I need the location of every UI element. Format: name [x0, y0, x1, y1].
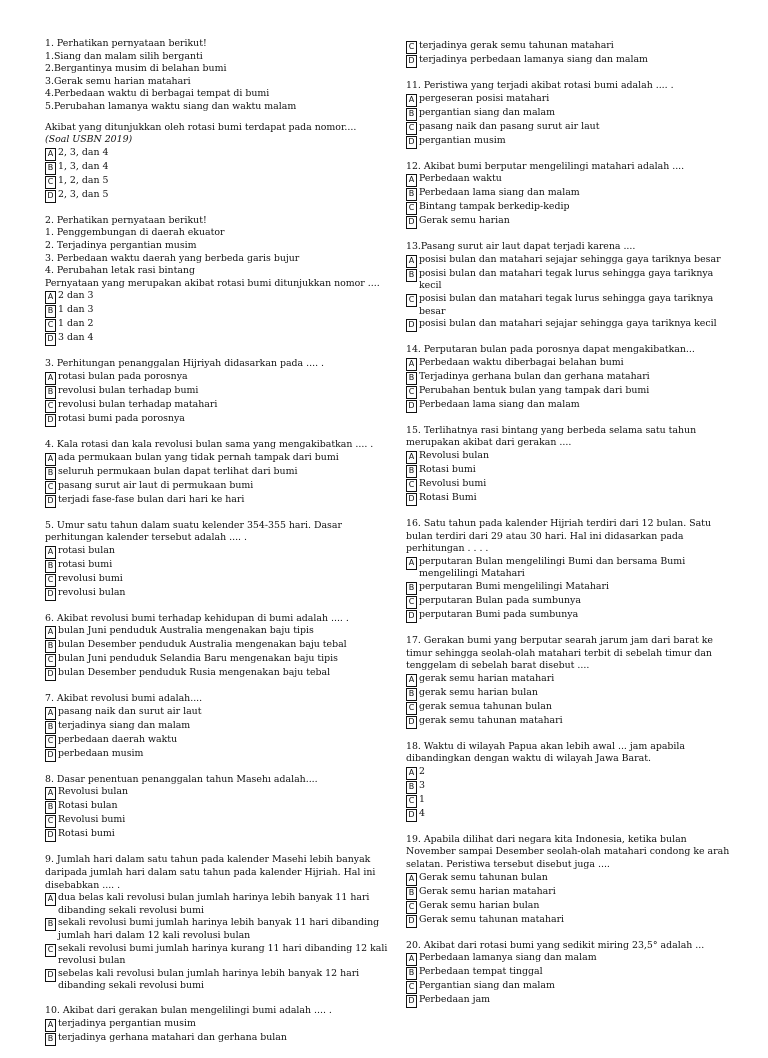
answer-option[interactable] [406, 464, 732, 478]
option-letter-box[interactable]: A [45, 787, 56, 800]
option-letter-box[interactable]: B [45, 801, 56, 814]
option-text: perputaran Bulan mengelilingi Bumi dan bersama Bumi mengelilingi Matahari [419, 555, 686, 580]
question-text: 5.Perubahan lamanya waktu siang dan waktu malam [45, 100, 297, 112]
answer-option[interactable] [45, 371, 397, 385]
option-letter-box[interactable]: D [45, 588, 56, 601]
option-letter-box[interactable]: B [45, 721, 56, 734]
question-text: 5. Umur satu tahun dalam suatu kelender 354-355 hari. Dasar perhitungan kalender tersebut adalah .... . [45, 519, 342, 544]
answer-option[interactable] [406, 952, 732, 966]
option-letter-box[interactable]: B [406, 372, 417, 385]
option-text: revolusi bumi [58, 572, 123, 584]
option-text: terjadinya perbedaan lamanya siang dan malam [419, 54, 648, 65]
option-letter-box[interactable]: C [45, 654, 56, 667]
option-text: Pergantian siang dan malam [419, 980, 555, 992]
option-letter-box[interactable]: D [406, 493, 417, 506]
question-text: 3.Gerak semu harian matahari [45, 75, 191, 87]
answer-option[interactable] [406, 201, 732, 215]
question-block [406, 425, 732, 506]
answer-option[interactable] [45, 1018, 397, 1032]
option-letter-box[interactable]: A [45, 453, 56, 466]
question-block [45, 774, 397, 843]
option-letter-box[interactable]: D [406, 716, 417, 729]
answer-option[interactable] [406, 808, 732, 822]
option-letter-box[interactable]: D [45, 969, 56, 982]
option-letter-box[interactable]: D [45, 829, 56, 842]
answer-option[interactable] [45, 559, 397, 573]
option-letter-box[interactable]: D [45, 495, 56, 508]
option-letter-box[interactable]: C [406, 795, 417, 808]
answer-option[interactable] [45, 814, 397, 828]
option-letter-box[interactable]: A [406, 873, 417, 886]
answer-option[interactable] [406, 293, 732, 318]
option-text: Perbedaan lama siang dan malam [419, 398, 580, 410]
option-letter-box[interactable]: B [406, 887, 417, 900]
answer-option[interactable] [406, 673, 732, 687]
option-text: rotasi bulan [58, 544, 115, 556]
question-block [406, 241, 732, 332]
question-block [406, 344, 732, 413]
answer-option[interactable] [45, 494, 397, 508]
answer-option[interactable] [406, 581, 732, 595]
option-letter-box[interactable]: A [45, 1019, 56, 1032]
question-block [45, 439, 397, 508]
option-text: bulan Juni penduduk Selandia Baru mengenakan baju tipis [58, 653, 338, 665]
option-text: rotasi bulan pada porosnya [58, 370, 188, 382]
option-text: Rotasi bulan [58, 800, 118, 812]
option-letter-box[interactable]: A [406, 358, 417, 371]
option-text: Revolusi bulan [419, 449, 490, 461]
option-text: Gerak semu tahunan bulan [419, 871, 548, 883]
option-text: perputaran Bulan pada sumbunya [419, 594, 581, 606]
option-text: Perbedaan tempat tinggal [419, 966, 543, 978]
answer-option[interactable] [406, 371, 732, 385]
answer-option[interactable] [45, 452, 397, 466]
option-letter-box[interactable]: C [406, 122, 417, 135]
option-letter-box[interactable]: A [45, 546, 56, 559]
answer-option[interactable] [406, 872, 732, 886]
answer-option[interactable] [406, 556, 732, 581]
question-block [406, 940, 732, 1009]
option-text: terjadinya siang dan malam [58, 719, 191, 731]
answer-option[interactable] [45, 892, 397, 917]
answer-option[interactable] [45, 480, 397, 494]
answer-option[interactable] [45, 545, 397, 559]
answer-option[interactable] [45, 720, 397, 734]
option-letter-box[interactable]: B [406, 269, 417, 282]
answer-option[interactable] [45, 706, 397, 720]
question-block [406, 40, 732, 68]
option-text: rotasi bumi [58, 558, 113, 570]
option-letter-box[interactable]: D [406, 216, 417, 229]
question-text: 13.Pasang surut air laut dapat terjadi karena .... [406, 241, 636, 253]
answer-option[interactable] [45, 667, 397, 681]
option-letter-box[interactable]: A [45, 626, 56, 639]
option-text: Gerak semu harian matahari [419, 885, 556, 897]
option-text: Gerak semu tahunan matahari [419, 913, 565, 925]
option-letter-box[interactable]: D [45, 749, 56, 762]
question-text: 14. Perputaran bulan pada porosnya dapat mengakibatkan... [406, 344, 695, 356]
option-text: Gerak semu harian [419, 215, 510, 227]
answer-option[interactable] [45, 587, 397, 601]
answer-option[interactable] [406, 121, 732, 135]
option-text: 1, 2, dan 5 [58, 174, 109, 186]
option-text: posisi bulan dan matahari sejajar sehingga gaya tariknya besar [419, 253, 721, 265]
answer-option[interactable] [406, 994, 732, 1008]
option-letter-box[interactable]: A [406, 174, 417, 187]
question-block [45, 693, 397, 762]
question-block [45, 38, 397, 203]
answer-option[interactable] [406, 609, 732, 623]
option-text: rotasi bumi pada porosnya [58, 412, 185, 424]
option-letter-box[interactable]: D [406, 610, 417, 623]
question-text: 1.Siang dan malam silih berganti [45, 50, 203, 62]
option-text: Perbedaan lama siang dan malam [419, 187, 580, 199]
option-text: gerak semua tahunan bulan [419, 700, 552, 712]
option-text: Gerak semu harian bulan [419, 899, 540, 911]
question-text: 1. Perhatikan pernyataan berikut! [45, 38, 207, 49]
question-text: 6. Akibat revolusi bumi terhadap kehidupan di bumi adalah .... . [45, 612, 349, 624]
option-letter-box[interactable]: B [45, 305, 56, 318]
answer-option[interactable] [406, 914, 732, 928]
option-letter-box[interactable]: B [45, 560, 56, 573]
option-text: revolusi bulan terhadap bumi [58, 384, 199, 396]
option-letter-box[interactable]: B [406, 688, 417, 701]
option-text: perbedaan musim [58, 747, 144, 759]
question-block [406, 161, 732, 230]
question-text: 4. Perubahan letak rasi bintang [45, 265, 195, 277]
option-text: Rotasi bumi [58, 828, 115, 840]
answer-option[interactable] [45, 573, 397, 587]
question-text: 1. Penggembungan di daerah ekuator [45, 227, 225, 239]
option-letter-box[interactable]: B [406, 967, 417, 980]
answer-option[interactable] [45, 175, 397, 189]
option-letter-box[interactable]: C [406, 202, 417, 215]
option-text: 2 [419, 765, 425, 777]
option-text: Revolusi bulan [58, 786, 129, 798]
question-text: 4.Perbedaan waktu di berbagai tempat di bumi [45, 88, 270, 100]
option-text: Perbedaan waktu diberbagai belahan bumi [419, 356, 624, 368]
answer-option[interactable] [406, 107, 732, 121]
answer-option[interactable] [406, 595, 732, 609]
option-letter-box[interactable]: C [406, 294, 417, 307]
option-text: revolusi bulan terhadap matahari [58, 398, 218, 410]
option-letter-box[interactable]: C [406, 901, 417, 914]
option-text: 1 dan 2 [58, 318, 94, 330]
option-letter-box[interactable]: D [45, 333, 56, 346]
option-text: posisi bulan dan matahari sejajar sehingga gaya tariknya kecil [419, 318, 717, 330]
option-letter-box[interactable]: C [45, 400, 56, 413]
option-letter-box[interactable]: D [406, 915, 417, 928]
answer-option[interactable] [45, 653, 397, 667]
answer-option[interactable] [406, 135, 732, 149]
answer-option[interactable] [406, 701, 732, 715]
option-text: terjadinya gerak semu tahunan matahari [419, 40, 614, 51]
question-text: 7. Akibat revolusi bumi adalah.... [45, 693, 203, 705]
option-text: pergantian musim [419, 134, 506, 146]
answer-option[interactable] [45, 332, 397, 346]
question-text: 8. Dasar penentuan penanggalan tahun Masehı adalah.... [45, 773, 318, 785]
option-text: Revolusi bumi [58, 814, 126, 826]
answer-option[interactable] [406, 715, 732, 729]
option-letter-box[interactable]: A [45, 707, 56, 720]
option-text: 3 dan 4 [58, 332, 94, 344]
answer-option[interactable] [45, 828, 397, 842]
answer-option[interactable] [45, 734, 397, 748]
answer-option[interactable] [45, 304, 397, 318]
left-column [45, 38, 397, 1058]
question-text: 18. Waktu di wilayah Papua akan lebih awal ... jam apabila dibandingkan dengan waktu di wilayah Jawa Barat. [406, 740, 686, 765]
option-letter-box[interactable]: C [45, 815, 56, 828]
option-text: revolusi bulan [58, 586, 126, 598]
option-text: Rotasi Bumi [419, 491, 477, 503]
option-letter-box[interactable]: D [45, 414, 56, 427]
option-text: seluruh permukaan bulan dapat terlihat dari bumi [58, 465, 298, 477]
question-text: 17. Gerakan bumi yang berputar searah jarum jam dari barat ke timur sehingga seolah-olah matahari terbit di sebelah timur dan tenggelam di sebelah barat disebut .... [406, 634, 713, 672]
option-text: pergantian siang dan malam [419, 106, 556, 118]
question-text: Akibat yang ditunjukkan oleh rotasi bumi terdapat pada nomor.... [45, 121, 357, 133]
answer-option[interactable] [406, 40, 732, 54]
answer-option[interactable] [45, 800, 397, 814]
question-block [406, 635, 732, 729]
option-letter-box[interactable]: B [406, 108, 417, 121]
option-letter-box[interactable]: D [406, 136, 417, 149]
answer-option[interactable] [406, 187, 732, 201]
question-text: 16. Satu tahun pada kalender Hijriah terdiri dari 12 bulan. Satu bulan terdiri dari 29 atau 30 hari. Hal ini didasarkan pada perhitungan . . . . [406, 517, 711, 555]
option-letter-box[interactable]: C [406, 41, 417, 54]
option-text: dua belas kali revolusi bulan jumlah harinya lebih banyak 11 hari dibanding sekali revolusi bumi [58, 892, 370, 916]
answer-option[interactable] [406, 357, 732, 371]
answer-option[interactable] [45, 917, 397, 942]
option-letter-box[interactable]: D [406, 995, 417, 1008]
answer-option[interactable] [406, 450, 732, 464]
option-text: ada permukaan bulan yang tidak pernah tampak dari bumi [58, 451, 339, 463]
option-letter-box[interactable]: B [406, 582, 417, 595]
option-letter-box[interactable]: D [406, 400, 417, 413]
question-block [406, 834, 732, 928]
option-letter-box[interactable]: C [45, 176, 56, 189]
question-text: 2. Terjadinya pergantian musim [45, 239, 197, 251]
option-text: bulan Juni penduduk Australia mengenakan baju tipis [58, 625, 314, 637]
answer-option[interactable] [406, 54, 732, 68]
option-letter-box[interactable]: A [406, 767, 417, 780]
option-letter-box[interactable]: C [45, 574, 56, 587]
option-letter-box[interactable]: C [406, 596, 417, 609]
answer-option[interactable] [406, 492, 732, 506]
question-block [406, 741, 732, 822]
option-letter-box[interactable]: B [406, 781, 417, 794]
answer-option[interactable] [45, 748, 397, 762]
answer-option[interactable] [406, 780, 732, 794]
option-letter-box[interactable]: C [45, 735, 56, 748]
option-text: sebelas kali revolusi bulan jumlah harinya lebih banyak 12 hari dibanding sekali revolusi bumi [58, 967, 360, 992]
question-block [45, 215, 397, 347]
option-text: Perbedaan waktu [419, 173, 502, 185]
question-text: 3. Perhitungan penanggalan Hijriyah didasarkan pada .... . [45, 358, 325, 370]
option-letter-box[interactable]: C [406, 479, 417, 492]
option-text: bulan Desember penduduk Rusia mengenakan baju tebal [58, 667, 331, 679]
answer-option[interactable] [45, 466, 397, 480]
option-letter-box[interactable]: B [45, 1033, 56, 1046]
option-text: perbedaan daerah waktu [58, 733, 178, 745]
option-letter-box[interactable]: A [406, 94, 417, 107]
option-letter-box[interactable]: C [45, 319, 56, 332]
answer-option[interactable] [45, 318, 397, 332]
option-text: sekali revolusi bumi jumlah harinya lebih banyak 11 hari dibanding jumlah hari dalam 12 kali revolusi bulan [58, 917, 380, 942]
answer-option[interactable] [406, 268, 732, 293]
question-block [406, 518, 732, 623]
option-text: 2 dan 3 [58, 290, 94, 302]
question-text: 11. Peristiwa yang terjadi akibat rotasi bumi adalah .... . [406, 80, 674, 91]
option-text: 4 [419, 807, 425, 819]
option-letter-box[interactable]: A [406, 674, 417, 687]
answer-option[interactable] [45, 189, 397, 203]
spacer [45, 114, 397, 122]
question-text: Pernyataan yang merupakan akibat rotasi bumi ditunjukkan nomor .... [45, 277, 380, 289]
option-letter-box[interactable]: A [406, 255, 417, 268]
answer-option[interactable] [406, 93, 732, 107]
question-text: 19. Apabila dilihat dari negara kita Indonesia, ketika bulan November sampai Desember seolah-olah matahari condong ke arah selatan. Peristiwa tersebut disebut juga .... [406, 833, 730, 871]
option-letter-box[interactable]: A [45, 893, 56, 906]
answer-option[interactable] [406, 215, 732, 229]
option-text: 1 [419, 793, 425, 805]
answer-option[interactable] [406, 886, 732, 900]
answer-option[interactable] [45, 639, 397, 653]
source-note: (Soal USBN 2019) [45, 134, 133, 146]
option-text: pergeseran posisi matahari [419, 92, 550, 104]
option-text: Perubahan bentuk bulan yang tampak dari bumi [419, 384, 650, 396]
option-text: sekali revolusi bumi jumlah harinya kurang 11 hari dibanding 12 kali revolusi bulan [58, 942, 388, 967]
option-text: Perbedaan jam [419, 994, 491, 1006]
option-letter-box[interactable]: A [45, 291, 56, 304]
option-text: 1 dan 3 [58, 304, 94, 316]
option-text: terjadinya pergantian musim [58, 1017, 196, 1029]
answer-option[interactable] [406, 980, 732, 994]
answer-option[interactable] [406, 254, 732, 268]
answer-option[interactable] [406, 399, 732, 413]
option-letter-box[interactable]: A [406, 953, 417, 966]
option-text: posisi bulan dan matahari tegak lurus sehingga gaya tariknya kecil [419, 267, 714, 292]
option-text: terjadi fase-fase bulan dari hari ke hari [58, 493, 245, 505]
option-letter-box[interactable]: D [406, 55, 417, 68]
option-letter-box[interactable]: D [406, 319, 417, 332]
question-block [45, 520, 397, 601]
answer-option[interactable] [45, 413, 397, 427]
option-text: 2, 3, dan 4 [58, 146, 109, 158]
answer-option[interactable] [406, 173, 732, 187]
answer-option[interactable] [406, 687, 732, 701]
answer-option[interactable] [45, 625, 397, 639]
option-letter-box[interactable]: D [45, 668, 56, 681]
question-text: 4. Kala rotasi dan kala revolusi bulan sama yang mengakibatkan .... . [45, 438, 374, 450]
answer-option[interactable] [45, 1032, 397, 1046]
answer-option[interactable] [406, 766, 732, 780]
option-letter-box[interactable]: B [45, 162, 56, 175]
option-letter-box[interactable]: C [406, 981, 417, 994]
answer-option[interactable] [45, 385, 397, 399]
answer-option[interactable] [45, 161, 397, 175]
question-text: 10. Akibat dari gerakan bulan mengelilingi bumi adalah .... . [45, 1005, 332, 1016]
question-block [45, 1005, 397, 1046]
option-letter-box[interactable]: B [45, 386, 56, 399]
question-block [45, 613, 397, 682]
option-letter-box[interactable]: B [406, 465, 417, 478]
question-text: 15. Terlihatnya rasi bintang yang berbeda selama satu tahun merupakan akibat dari gerakan .... [406, 424, 697, 449]
option-letter-box[interactable]: D [406, 809, 417, 822]
option-letter-box[interactable]: C [45, 944, 56, 957]
answer-option[interactable] [45, 786, 397, 800]
option-letter-box[interactable]: A [406, 451, 417, 464]
question-text: 12. Akibat bumi berputar mengelilingi matahari adalah .... [406, 160, 685, 172]
answer-option[interactable] [406, 966, 732, 980]
option-text: gerak semu tahunan matahari [419, 714, 563, 726]
option-letter-box[interactable]: A [45, 148, 56, 161]
right-column [406, 40, 732, 1020]
option-text: bulan Desember penduduk Australia mengenakan baju tebal [58, 639, 347, 651]
option-letter-box[interactable]: C [406, 386, 417, 399]
answer-option[interactable] [406, 900, 732, 914]
option-text: pasang naik dan pasang surut air laut [419, 120, 600, 132]
option-letter-box[interactable]: C [406, 702, 417, 715]
option-text: pasang naik dan surut air laut [58, 705, 202, 717]
question-block [45, 358, 397, 427]
answer-option[interactable] [406, 478, 732, 492]
answer-option[interactable] [406, 385, 732, 399]
option-text: gerak semu harian bulan [419, 686, 538, 698]
option-text: Terjadinya gerhana bulan dan gerhana matahari [419, 370, 650, 382]
question-text: 9. Jumlah hari dalam satu tahun pada kalender Masehi lebih banyak daripada jumlah hari dalam satu tahun pada kalender Hijriah. Hal ini disebabkan .... . [45, 854, 376, 891]
option-text: terjadinya gerhana matahari dan gerhana bulan [58, 1031, 287, 1043]
answer-option[interactable] [45, 147, 397, 161]
option-letter-box[interactable]: B [45, 640, 56, 653]
option-letter-box[interactable]: A [406, 557, 417, 570]
question-block [45, 854, 397, 993]
option-letter-box[interactable]: B [45, 918, 56, 931]
answer-option[interactable] [45, 399, 397, 413]
answer-option[interactable] [45, 943, 397, 968]
answer-option[interactable] [45, 968, 397, 993]
option-text: Rotasi bumi [419, 463, 476, 475]
option-text: Revolusi bumi [419, 477, 487, 489]
option-text: Perbedaan lamanya siang dan malam [419, 952, 597, 964]
option-text: perputaran Bumi mengelilingi Matahari [419, 580, 609, 592]
question-text: 2.Bergantinya musim di belahan bumi [45, 63, 227, 75]
answer-option[interactable] [406, 794, 732, 808]
option-letter-box[interactable]: B [45, 467, 56, 480]
answer-option[interactable] [406, 318, 732, 332]
option-letter-box[interactable]: D [45, 190, 56, 203]
option-text: posisi bulan dan matahari tegak lurus sehingga gaya tariknya besar [419, 292, 714, 317]
question-text: 3. Perbedaan waktu daerah yang berbeda garis bujur [45, 252, 300, 264]
option-text: Bintang tampak berkedip-kedip [419, 201, 570, 213]
option-text: 2, 3, dan 5 [58, 188, 109, 200]
option-text: 3 [419, 779, 425, 791]
option-text: gerak semu harian matahari [419, 672, 555, 684]
option-letter-box[interactable]: A [45, 372, 56, 385]
option-text: 1, 3, dan 4 [58, 160, 109, 172]
question-text: 20. Akibat dari rotasi bumi yang sedikit miring 23,5° adalah ... [406, 939, 705, 951]
option-letter-box[interactable]: C [45, 481, 56, 494]
option-text: perputaran Bumi pada sumbunya [419, 608, 579, 620]
question-text: 2. Perhatikan pernyataan berikut! [45, 214, 207, 226]
option-letter-box[interactable]: B [406, 188, 417, 201]
answer-option[interactable] [45, 290, 397, 304]
question-block [406, 80, 732, 149]
option-text: pasang surut air laut di permukaan bumi [58, 479, 254, 491]
